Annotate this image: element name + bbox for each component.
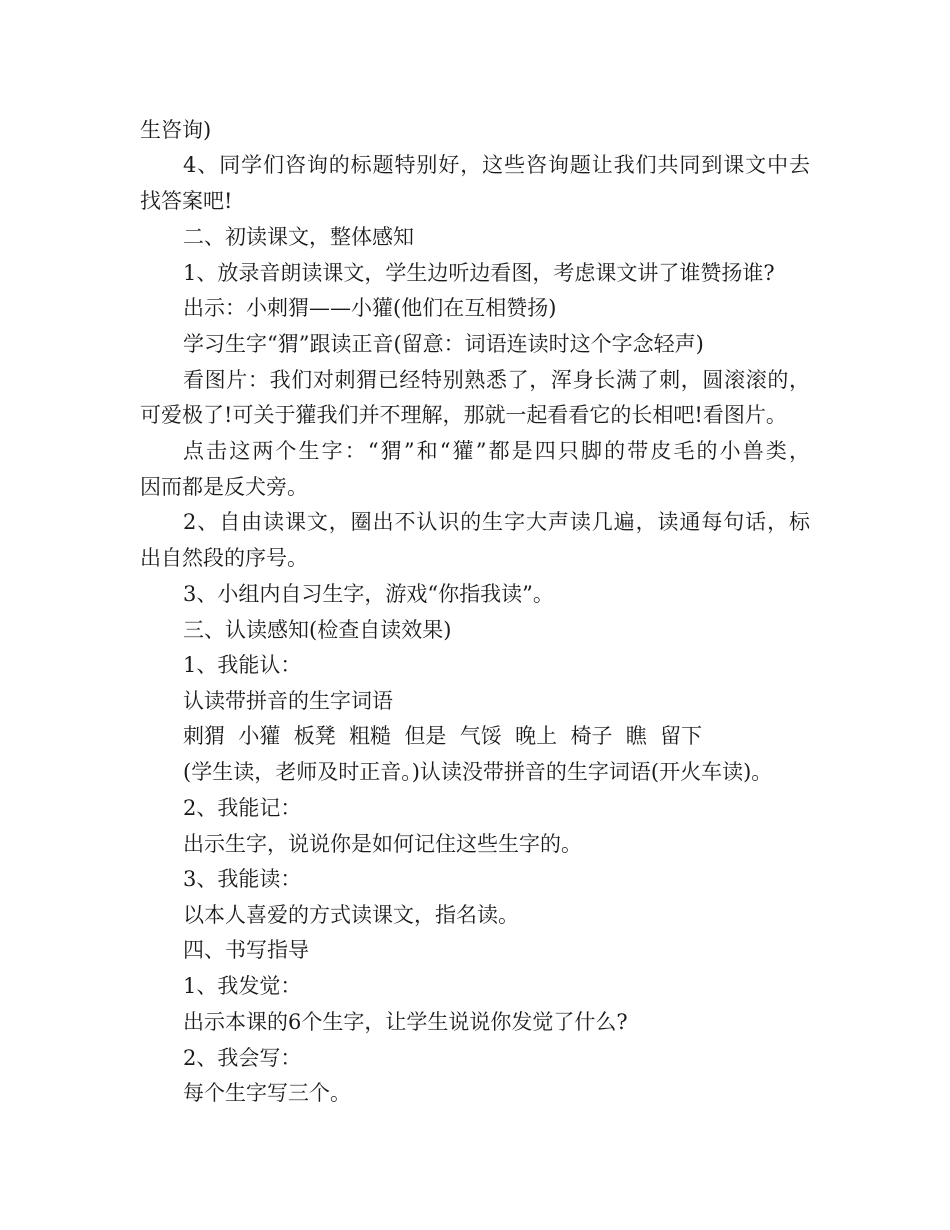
text-line: 出示：小刺猬——小獾(他们在互相赞扬) — [183, 296, 557, 320]
vocabulary-line: 刺猬 小獾 板凳 粗糙 但是 气馁 晚上 椅子 瞧 留下 — [183, 724, 703, 748]
text-line: 每个生字写三个。 — [183, 1081, 351, 1105]
text-line: 出示生字，说说你是如何记住这些生字的。 — [183, 832, 582, 856]
text-line: 3、小组内自习生字，游戏“你指我读”。 — [183, 582, 554, 606]
text-line: 出示本课的6个生字，让学生说说你发觉了什么? — [183, 1010, 628, 1034]
text-line: 认读带拼音的生字词语 — [183, 689, 393, 713]
text-line: 1、放录音朗读课文，学生边听边看图，考虑课文讲了谁赞扬谁? — [183, 261, 775, 285]
text-line: (学生读，老师及时正音。)认读没带拼音的生字词语(开火车读)。 — [183, 760, 773, 784]
text-line: 可爱极了!可关于獾我们并不理解，那就一起看看它的长相吧!看图片。 — [140, 403, 787, 427]
text-line: 2、我会写： — [183, 1046, 302, 1070]
text-line: 点击这两个生字：“猬”和“獾”都是四只脚的带皮毛的小兽类， — [183, 439, 810, 463]
text-line: 出自然段的序号。 — [140, 546, 308, 570]
section-heading: 三、认读感知(检查自读效果) — [183, 618, 452, 642]
section-heading: 二、初读课文，整体感知 — [183, 225, 414, 249]
text-line: 3、我能读： — [183, 867, 302, 891]
text-line: 生咨询) — [140, 118, 212, 142]
text-line: 2、我能记： — [183, 796, 302, 820]
text-line: 因而都是反犬旁。 — [140, 475, 308, 499]
text-line: 4、同学们咨询的标题特别好，这些咨询题让我们共同到课文中去 — [183, 153, 810, 177]
text-line: 看图片：我们对刺猬已经特别熟悉了，浑身长满了刺，圆滚滚的， — [183, 368, 810, 392]
text-line: 1、我能认： — [183, 653, 302, 677]
text-line: 2、自由读课文，圈出不认识的生字大声读几遍，读通每句话，标 — [183, 510, 810, 534]
text-line: 找答案吧! — [140, 189, 233, 213]
section-heading: 四、书写指导 — [183, 938, 309, 962]
text-line: 1、我发觉： — [183, 974, 302, 998]
text-line: 学习生字“猬”跟读正音(留意：词语连读时这个字念轻声) — [183, 332, 704, 356]
text-line: 以本人喜爱的方式读课文，指名读。 — [183, 903, 519, 927]
